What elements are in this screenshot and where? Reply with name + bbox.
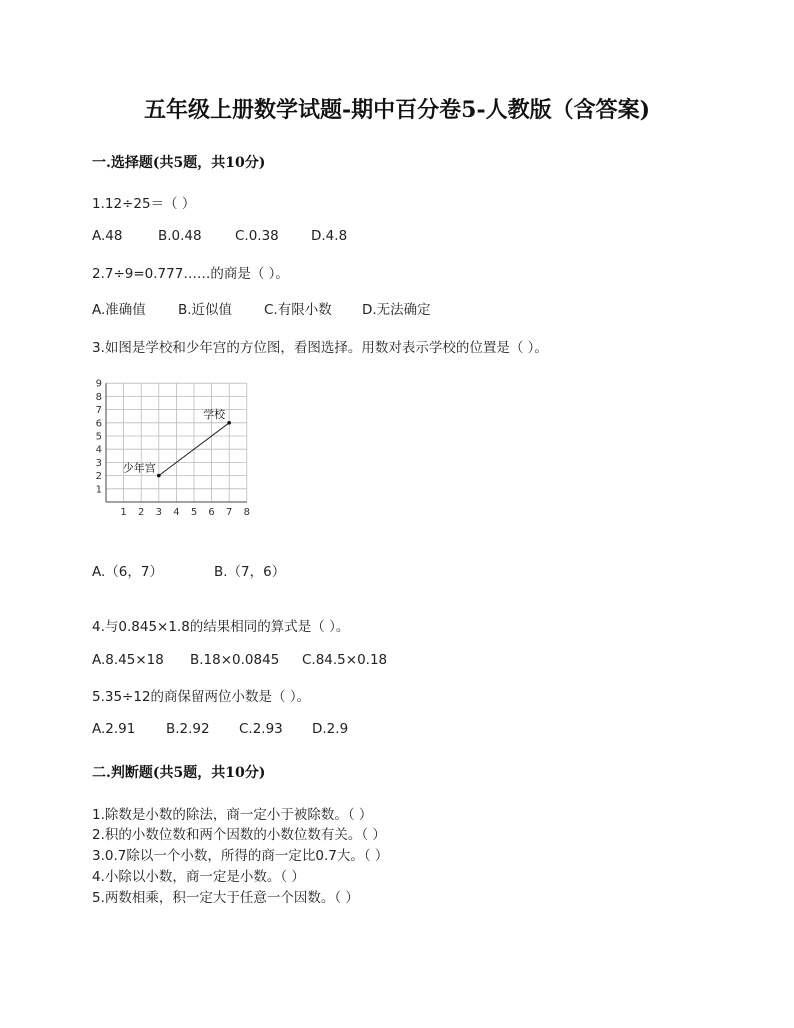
option: C.2.93 [239,721,283,737]
option: D.2.9 [312,721,349,737]
question-4-options [92,652,387,668]
y-tick-label: 2 [95,471,102,483]
question-2-options [92,298,431,318]
point-label: 少年宫 [122,461,156,475]
x-tick-label: 7 [226,507,233,518]
option: A.准确值 [92,302,146,318]
y-tick-label: 3 [95,457,102,469]
question-1-stem: 1.12÷25＝（ ） [92,196,196,212]
section2-heading: 二.判断题(共5题，共10分) [92,765,266,781]
points [123,407,231,478]
option: D.无法确定 [362,302,431,318]
option: A.8.45×18 [92,652,164,668]
option: A.2.91 [92,721,136,737]
y-tick-label: 5 [95,431,102,443]
option: C.0.38 [235,228,279,244]
x-tick-label: 4 [173,507,180,518]
x-tick-label: 2 [138,507,145,518]
option: A.（6，7） [92,564,163,580]
page-title: 五年级上册数学试题-期中百分卷5-人教版（含答案) [144,97,650,123]
x-tick-label: 1 [120,507,127,518]
question-5-options [92,721,348,737]
option: B.18×0.0845 [190,652,280,668]
grid-lines [106,383,247,502]
y-tick-label: 1 [95,484,102,496]
option: B.2.92 [166,721,210,737]
question-2-stem: 2.7÷9=0.777……的商是（ ）。 [92,266,289,282]
question-3-options [92,560,285,580]
y-tick-label: 4 [95,444,102,456]
option: C.84.5×0.18 [302,652,388,668]
y-tick-label: 8 [95,391,102,403]
section1-heading: 一.选择题(共5题，共10分) [92,155,266,171]
tick-labels [96,379,250,518]
x-tick-label: 8 [243,507,250,518]
option: B.0.48 [158,228,202,244]
option: C.有限小数 [264,302,332,318]
point-marker [157,474,161,478]
option: B.近似值 [178,302,233,318]
point-marker [227,421,231,425]
judge-item: 2.积的小数位数和两个因数的小数位数有关。（ ） [92,827,386,843]
option: D.4.8 [311,228,348,244]
x-tick-label: 6 [208,507,215,518]
question-5-stem: 5.35÷12的商保留两位小数是（ ）。 [92,689,311,705]
y-tick-label: 7 [95,405,102,417]
judge-item: 3.0.7除以一个小数，所得的商一定比0.7大。（ ） [92,848,389,864]
judge-item: 5.两数相乘，积一定大于任意一个因数。（ ） [92,890,359,906]
judge-item: 4.小除以小数，商一定是小数。（ ） [92,869,305,885]
x-tick-label: 3 [155,507,162,518]
y-tick-label: 9 [95,378,102,390]
option: A.48 [92,228,123,244]
question-4-stem: 4.与0.845×1.8的结果相同的算式是（ ）。 [92,619,350,635]
point-label: 学校 [203,407,226,421]
question-3-stem: 3.如图是学校和少年宫的方位图，看图选择。用数对表示学校的位置是（ ）。 [92,340,548,356]
location-grid-chart [88,370,268,520]
judge-item: 1.除数是小数的除法，商一定小于被除数。（ ） [92,807,373,823]
y-tick-label: 6 [95,418,102,430]
question-1-options [92,228,347,244]
x-tick-label: 5 [190,507,198,518]
option: B.（7，6） [214,564,286,580]
